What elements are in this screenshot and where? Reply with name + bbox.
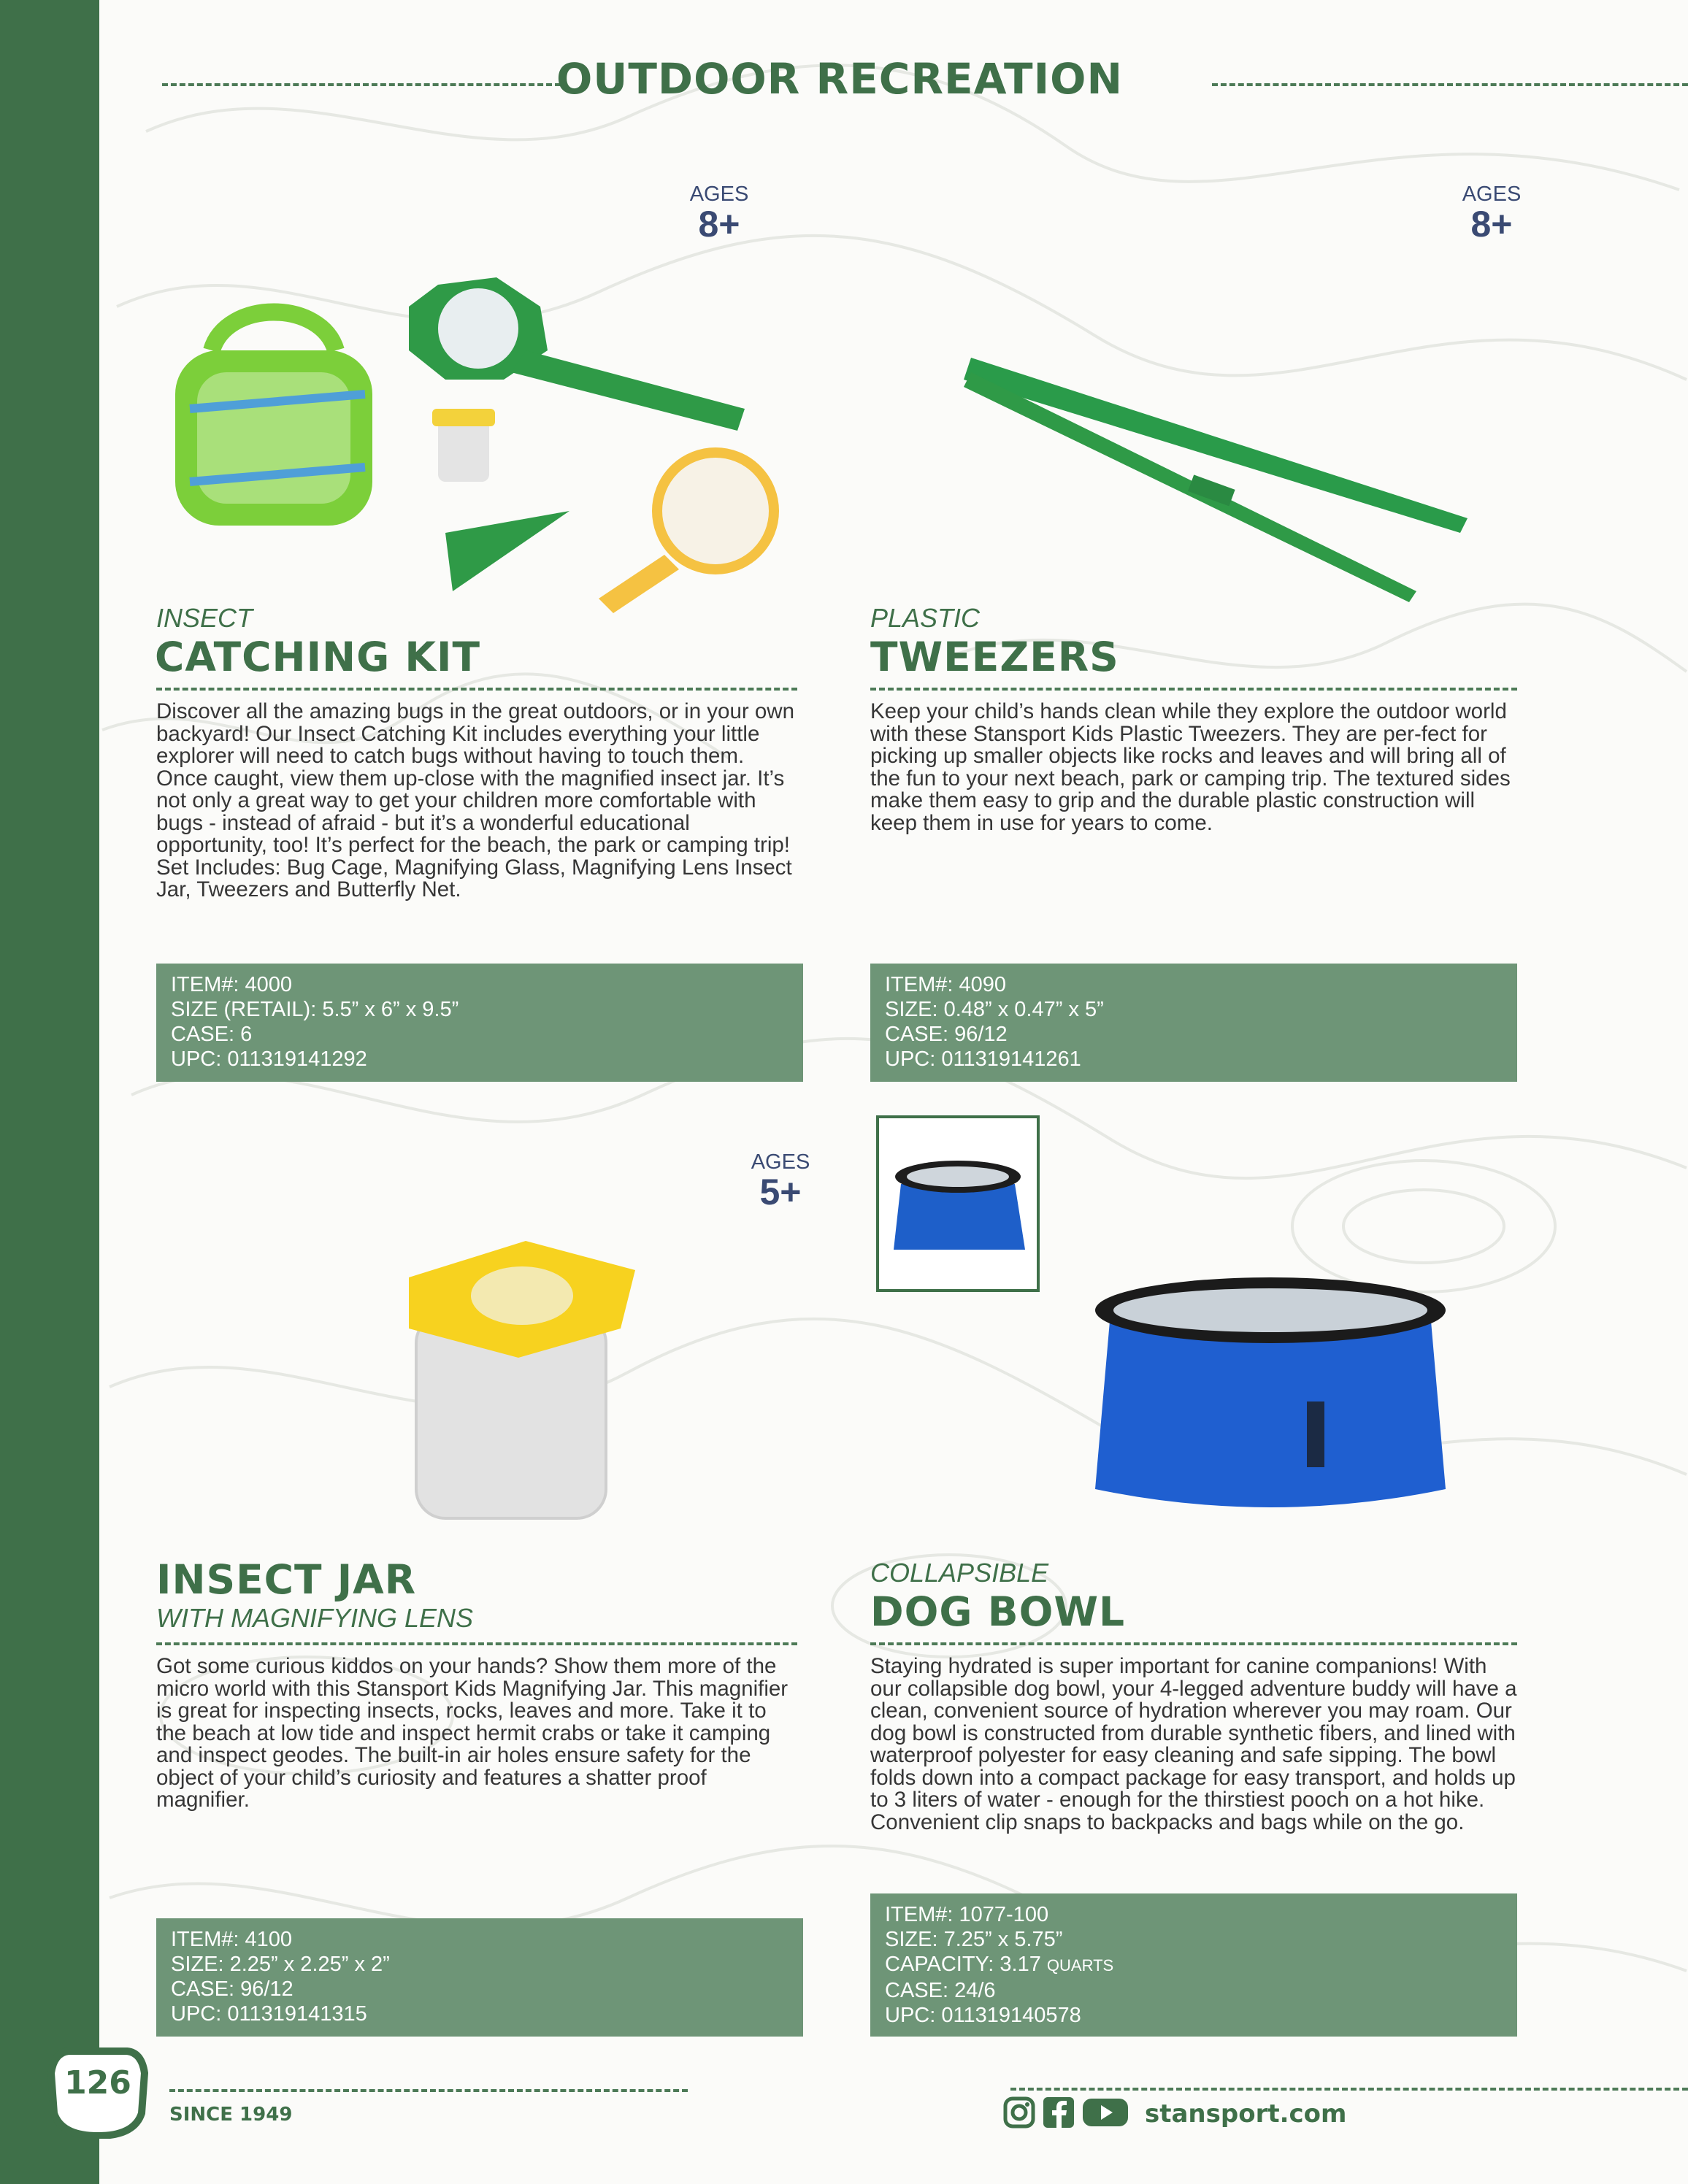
product-subtitle: PLASTIC [870, 603, 981, 633]
spec-upc: UPC: 011319141292 [171, 1047, 367, 1071]
product-description: Discover all the amazing bugs in the great outdoors, or in your own backyard! Our Insect Catching Kit includes everything your little explorer will need to catch bugs without having to touch them. Once caught, view them up-close with the magnified insect jar. It’s not only a great way to get your children more comfortable with bugs - instead of afraid - but it’s a wonderful educational opportunity, too! It’s perfect for the beach, the park or camping trip! Set Includes: Bug Cage, Magnifying Glass, Magnifying Lens Insect Jar, Tweezers and Butterfly Net. [156, 699, 794, 901]
product-description: Got some curious kiddos on your hands? Show them more of the micro world with this Stansport Kids Magnifying Jar. This magnifier is great for inspecting insects, rocks, leaves and more. Take it to the beach at low tide and inspect hermit crabs or take it camping and inspect geodes. The built-in air holes ensure safety for the object of your child’s curiosity and features a shatter proof magnifier. [156, 1654, 789, 1812]
spec-item-number: ITEM#: 4000 [171, 973, 293, 996]
facebook-icon[interactable] [1043, 2096, 1075, 2129]
footer-divider-right [1010, 2088, 1688, 2091]
footer-divider-left [169, 2089, 688, 2092]
product-title: TWEEZERS [870, 634, 1119, 680]
page-number: 126 [64, 2064, 131, 2102]
title-divider [156, 1642, 797, 1645]
spec-item-number: ITEM#: 1077-100 [885, 1903, 1049, 1926]
spec-item-number: ITEM#: 4100 [171, 1928, 293, 1951]
title-divider [156, 688, 797, 691]
side-color-bar [0, 0, 99, 2184]
spec-size: SIZE: 0.48” x 0.47” x 5” [885, 998, 1104, 1021]
product-description: Staying hydrated is super important for canine companions! With our collapsible dog bowl, your 4-legged adventure buddy will have a clean, convenient source of hydration wherever you may roam. Our dog bowl is constructed from durable synthetic fibers, and lined with waterproof polyester for easy cleaning and safe sipping. The bowl folds down into a compact package for easy transport, and holds up to 3 liters of water - enough for the thirstiest pooch on a hot hike. Convenient clip snaps to backpacks and bags while on the go. [870, 1654, 1517, 1834]
youtube-icon[interactable] [1082, 2096, 1129, 2129]
instagram-icon[interactable] [1003, 2096, 1035, 2129]
product-title: DOG BOWL [870, 1588, 1126, 1635]
since-label: SINCE 1949 [169, 2104, 293, 2126]
ages-badge [740, 1150, 821, 1210]
spec-size: SIZE: 2.25” x 2.25” x 2” [171, 1953, 390, 1976]
spec-upc: UPC: 011319141261 [885, 1047, 1081, 1071]
spec-box [870, 1893, 1517, 2037]
ages-value: 8+ [1470, 204, 1513, 245]
ages-badge [1451, 182, 1532, 245]
plastic-tweezers-image [949, 343, 1489, 606]
title-divider [870, 1642, 1517, 1645]
ages-value: 5+ [759, 1172, 802, 1212]
spec-capacity-value: CAPACITY: 3.17 [885, 1953, 1041, 1976]
ages-value: 8+ [698, 204, 740, 245]
spec-capacity [885, 1952, 1503, 1978]
insect-jar-image [380, 1234, 657, 1540]
spec-size: SIZE: 7.25” x 5.75” [885, 1928, 1063, 1951]
product-description: Keep your child’s hands clean while they explore the outdoor world with these Stansport Kids Plastic Tweezers. They are per-fect for picking up smaller objects like rocks and leaves and will bring all of the fun to your next beach, park or camping trip. The textured sides make them easy to grip and the durable plastic construction will keep them in use for years to come. [870, 699, 1511, 835]
spec-case: CASE: 6 [171, 1023, 253, 1046]
spec-box [870, 964, 1517, 1082]
website-link[interactable]: stansport.com [1145, 2099, 1347, 2129]
spec-case: CASE: 96/12 [171, 1977, 294, 2001]
ages-badge [679, 182, 759, 245]
spec-upc: UPC: 011319140578 [885, 2004, 1081, 2027]
dog-bowl-thumbnail [876, 1115, 1040, 1292]
product-subtitle: COLLAPSIBLE [870, 1558, 1049, 1588]
spec-box [156, 1918, 803, 2037]
product-title: INSECT JAR [156, 1556, 417, 1603]
page-title: OUTDOOR RECREATION [556, 54, 1124, 104]
insect-catching-kit-image [161, 270, 803, 620]
ages-label: AGES [1462, 182, 1522, 206]
spec-size: SIZE (RETAIL): 5.5” x 6” x 9.5” [171, 998, 459, 1021]
ages-label: AGES [689, 182, 749, 206]
ages-label: AGES [751, 1150, 810, 1174]
spec-capacity-unit: QUARTS [1046, 1956, 1114, 1975]
spec-item-number: ITEM#: 4090 [885, 973, 1007, 996]
title-divider [870, 688, 1517, 691]
header-divider-right [1212, 83, 1688, 86]
spec-box [156, 964, 803, 1082]
dog-bowl-image [1088, 1270, 1453, 1518]
header-divider-left [162, 83, 561, 86]
spec-case: CASE: 24/6 [885, 1979, 996, 2002]
dog-bowl-folded-image [879, 1118, 1037, 1289]
product-subtitle: INSECT [156, 603, 253, 633]
spec-case: CASE: 96/12 [885, 1023, 1008, 1046]
spec-upc: UPC: 011319141315 [171, 2002, 367, 2026]
product-title: CATCHING KIT [155, 634, 480, 680]
product-subtitle: WITH MAGNIFYING LENS [156, 1603, 474, 1633]
